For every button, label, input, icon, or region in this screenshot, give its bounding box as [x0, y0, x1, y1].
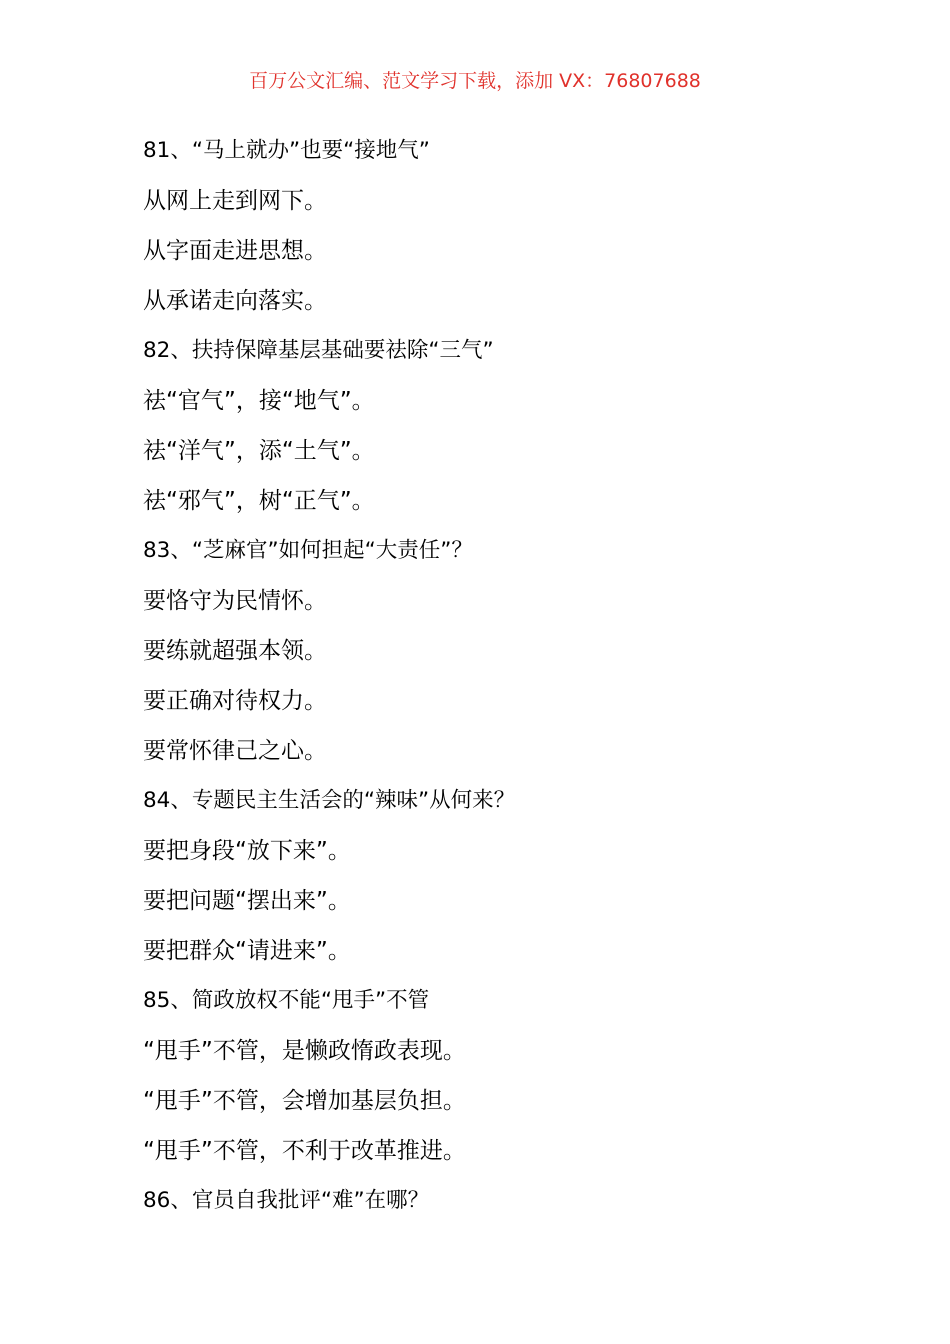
body-line: 祛“官气”，接“地气”。 [143, 388, 375, 414]
body-line: 祛“洋气”，添“土气”。 [143, 438, 375, 464]
body-line: 祛“邪气”，树“正气”。 [143, 488, 375, 514]
download-notice-header: 百万公文汇编、范文学习下载，添加 VX：76807688 [249, 70, 701, 92]
section-heading-82: 82、扶持保障基层基础要祛除“三气” [143, 338, 494, 363]
body-line: 要常怀律己之心。 [143, 738, 327, 764]
section-heading-81: 81、“马上就办”也要“接地气” [143, 138, 430, 163]
section-heading-83: 83、“芝麻官”如何担起“大责任”？ [143, 538, 473, 563]
body-line: 要把群众“请进来”。 [143, 938, 351, 964]
body-line: 要把身段“放下来”。 [143, 838, 351, 864]
body-line: “甩手”不管，不利于改革推进。 [143, 1138, 466, 1164]
body-line: 要把问题“摆出来”。 [143, 888, 351, 914]
body-line: “甩手”不管，会增加基层负担。 [143, 1088, 466, 1114]
document-body [143, 133, 903, 1233]
body-line: 从字面走进思想。 [143, 238, 327, 264]
body-line: 从网上走到网下。 [143, 188, 327, 214]
body-line: 要练就超强本领。 [143, 638, 327, 664]
body-line: 从承诺走向落实。 [143, 288, 327, 314]
body-line: 要恪守为民情怀。 [143, 588, 327, 614]
section-heading-85: 85、简政放权不能“甩手”不管 [143, 988, 430, 1013]
section-heading-86: 86、官员自我批评“难”在哪？ [143, 1188, 430, 1213]
body-line: 要正确对待权力。 [143, 688, 327, 714]
body-line: “甩手”不管，是懒政惰政表现。 [143, 1038, 466, 1064]
section-heading-84: 84、专题民主生活会的“辣味”从何来？ [143, 788, 516, 813]
